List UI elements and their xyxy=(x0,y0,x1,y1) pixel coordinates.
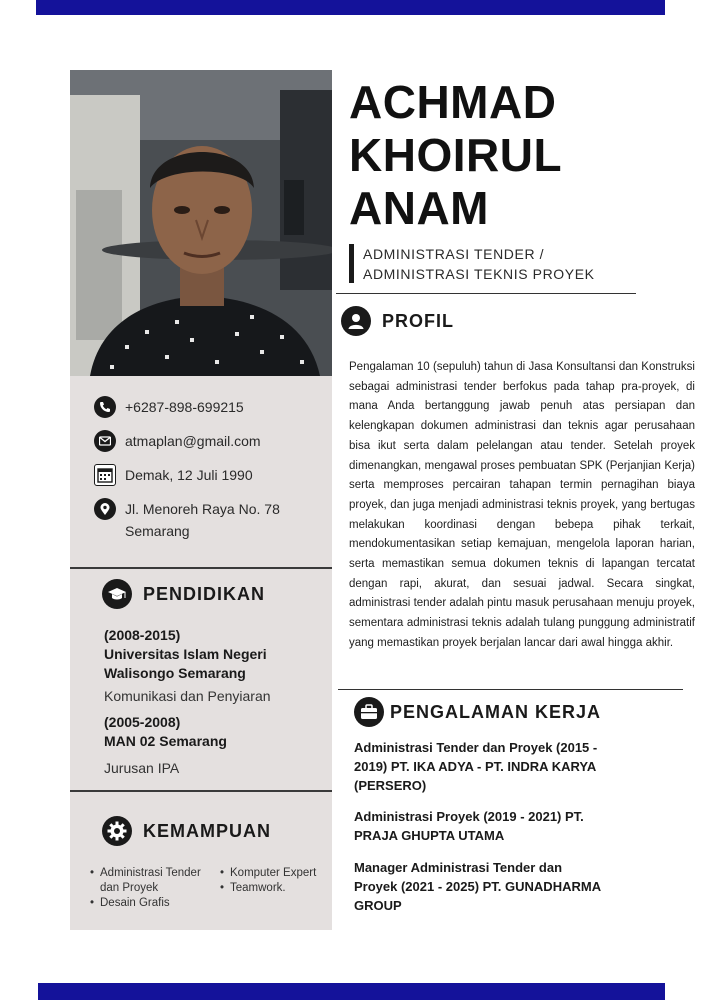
name-line: ACHMAD xyxy=(349,76,557,128)
graduation-cap-icon xyxy=(102,579,132,609)
education-institution: MAN 02 Semarang xyxy=(104,733,227,749)
experience-line: Administrasi Proyek (2019 - 2021) PT. xyxy=(354,809,584,824)
name-line: KHOIRUL xyxy=(349,129,563,181)
education-title: PENDIDIKAN xyxy=(143,583,266,604)
sidebar xyxy=(70,70,332,930)
experience-item xyxy=(354,738,654,795)
education-major: Komunikasi dan Penyiaran xyxy=(104,688,271,704)
location-icon xyxy=(94,498,116,520)
email-address: atmaplan@gmail.com xyxy=(125,433,261,449)
job-title-line: ADMINISTRASI TENDER / xyxy=(363,246,545,262)
divider xyxy=(70,790,332,792)
education-entry xyxy=(104,626,330,706)
user-icon xyxy=(341,306,371,336)
experience-title: PENGALAMAN KERJA xyxy=(390,701,602,722)
calendar-icon xyxy=(94,464,116,486)
contact-birth xyxy=(94,464,330,486)
phone-number: +6287-898-699215 xyxy=(125,399,244,415)
education-years: (2008-2015) xyxy=(104,627,181,643)
profile-title: PROFIL xyxy=(382,310,454,331)
skills-header xyxy=(102,816,271,846)
address-line-1: Jl. Menoreh Raya No. 78 xyxy=(125,501,280,517)
bottom-accent-band xyxy=(38,983,665,1000)
phone-icon xyxy=(94,396,116,418)
experience-line: GROUP xyxy=(354,898,402,913)
skill-item: • Teamwork. xyxy=(220,881,330,896)
experience-line: PRAJA GHUPTA UTAMA xyxy=(354,828,505,843)
gear-icon xyxy=(102,816,132,846)
divider xyxy=(338,689,683,690)
profile-header xyxy=(341,306,454,336)
job-title-line: ADMINISTRASI TEKNIS PROYEK xyxy=(363,266,595,282)
experience-line: Administrasi Tender dan Proyek (2015 - xyxy=(354,740,598,755)
education-institution: Universitas Islam Negeri xyxy=(104,646,267,662)
skills-column-2 xyxy=(220,866,330,911)
skill-item: • Desain Grafis xyxy=(90,896,212,911)
experience-line: (PERSERO) xyxy=(354,778,427,793)
full-name xyxy=(349,76,562,235)
contact-phone xyxy=(94,396,330,418)
experience-header xyxy=(354,697,601,727)
experience-line: Manager Administrasi Tender dan xyxy=(354,860,563,875)
education-years: (2005-2008) xyxy=(104,714,181,730)
contact-list xyxy=(94,396,330,554)
education-institution: Walisongo Semarang xyxy=(104,665,246,681)
skill-item: • Komputer Expert xyxy=(220,866,330,881)
profile-summary: Pengalaman 10 (sepuluh) tahun di Jasa Konsultansi dan Konstruksi sebagai administrasi tender berfokus pada tahap pra-proyek, di mana Anda bertanggung jawab penuh atas persiapan dan kelengkapan dokumen administrasi dan teknis agar perusahaan bisa ikut serta dalam pelelangan atau tender. Setelah proyek dimenangkan, mengawal proses pembuatan SPK (Perjanjian Kerja) serta memproses percairan tahapan termin pernagihan biaya proyek, dan juga menjadi administrasi teknis proyek, yang bertugas melakukan koordinasi dengan bebepa pihak terkait, mendokumentasikan setiap kemajuan, mengelola laporan harian, serta memastikan semua dokumen teknis di lapangan tercatat dengan rapi, akurat, dan sesuai jadwal. Secara singkat, administrasi tender adalah pintu masuk perusahaan menuju proyek, sementara administrasi teknis adalah tulang punggung administratif yang memastikan proyek berjalan lancar dari awal hingga akhir. xyxy=(349,361,695,649)
email-icon xyxy=(94,430,116,452)
contact-email xyxy=(94,430,330,452)
skills-list xyxy=(90,866,330,911)
divider xyxy=(70,567,332,569)
skills-title: KEMAMPUAN xyxy=(143,820,271,841)
experience-line: 2019) PT. IKA ADYA - PT. INDRA KARYA xyxy=(354,759,597,774)
education-entry xyxy=(104,713,330,778)
education-list xyxy=(104,626,330,778)
experience-line: Proyek (2021 - 2025) PT. GUNADHARMA xyxy=(354,879,602,894)
birth-date: Demak, 12 Juli 1990 xyxy=(125,467,253,483)
address xyxy=(125,498,280,542)
briefcase-icon xyxy=(354,697,384,727)
skills-column-1 xyxy=(90,866,212,911)
name-line: ANAM xyxy=(349,182,489,234)
skill-item: • Administrasi Tender dan Proyek xyxy=(90,866,212,896)
top-accent-band xyxy=(36,0,665,15)
job-title xyxy=(363,244,595,284)
profile-photo xyxy=(70,70,332,376)
role-accent-bar xyxy=(349,244,354,283)
contact-address xyxy=(94,498,330,542)
education-header xyxy=(102,579,265,609)
education-major: Jurusan IPA xyxy=(104,760,180,776)
experience-item xyxy=(354,858,654,915)
experience-item xyxy=(354,807,654,845)
address-line-2: Semarang xyxy=(125,523,190,539)
divider xyxy=(336,293,636,294)
